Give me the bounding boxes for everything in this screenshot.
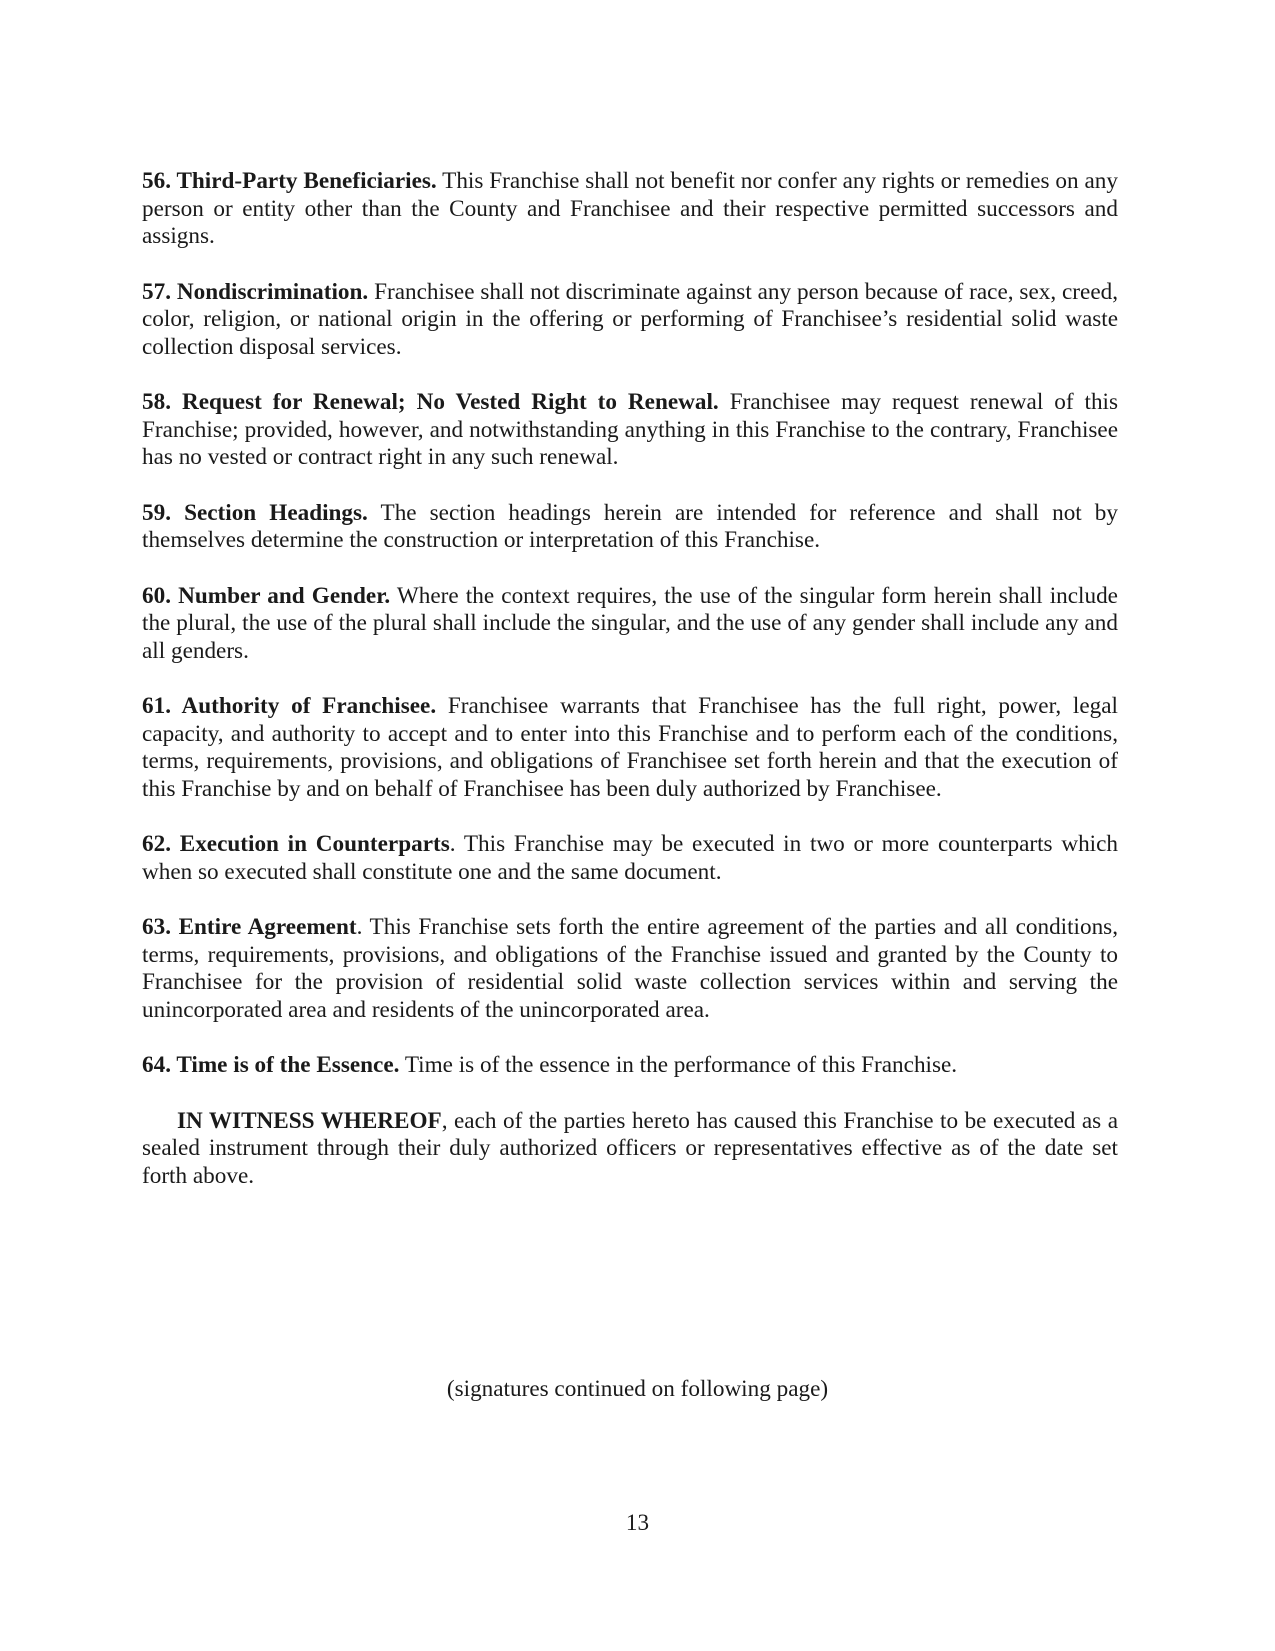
section-heading: 60. Number and Gender.	[142, 582, 391, 609]
section-body: . This Franchise may be executed in two or more counterparts which when so executed shall constitute one and the same document.	[142, 831, 1118, 885]
document-page	[142, 168, 1118, 1190]
page-number: 13	[625, 1510, 650, 1536]
section-body: Time is of the essence in the performance of this Franchise.	[404, 1052, 958, 1078]
witness-body: , each of the parties hereto has caused this Franchise to be executed as a sealed instrument through their duly authorized officers or representatives effective as of the date set forth above.	[142, 1107, 1118, 1189]
section-heading: 56. Third-Party Beneficiaries.	[142, 168, 437, 194]
section-62	[142, 831, 1118, 886]
section-60	[142, 583, 1118, 666]
section-body: . This Franchise sets forth the entire agreement of the parties and all conditions, terms, requirements, provisions, and obligations of the Franchise issued and granted by the County to Franchisee for the provision of residential solid waste collection services within and serving the unincorporated area and residents of the unincorporated area.	[142, 914, 1118, 1023]
section-body: Franchisee shall not discriminate against any person because of race, sex, creed, color, religion, or national origin in the offering or performing of Franchisee’s residential solid waste collection disposal services.	[142, 278, 1118, 360]
witness-clause	[142, 1108, 1118, 1191]
section-body: The section headings herein are intended for reference and shall not by themselves determine the construction or interpretation of this Franchise.	[142, 499, 1118, 553]
section-heading: 57. Nondiscrimination.	[142, 278, 369, 305]
section-heading: 63. Entire Agreement	[142, 914, 357, 940]
section-56	[142, 168, 1118, 251]
section-61	[142, 693, 1118, 803]
section-64	[142, 1052, 1118, 1080]
section-58	[142, 389, 1118, 472]
section-59	[142, 500, 1118, 555]
section-heading: 64. Time is of the Essence.	[142, 1052, 400, 1078]
section-heading: 61. Authority of Franchisee.	[142, 693, 437, 719]
section-body: Where the context requires, the use of the singular form herein shall include the plural, the use of the plural shall include the singular, and the use of any gender shall include any and all genders.	[142, 582, 1118, 664]
section-body: Franchisee warrants that Franchisee has the full right, power, legal capacity, and authority to accept and to enter into this Franchise and to perform each of the conditions, terms, requirements, provisions, and obligations of Franchisee set forth herein and that the execution of this Franchise by and on behalf of Franchisee has been duly authorized by Franchisee.	[142, 693, 1118, 802]
section-body: Franchisee may request renewal of this Franchise; provided, however, and notwithstanding anything in this Franchise to the contrary, Franchisee has no vested or contract right in any such renewal.	[142, 389, 1119, 470]
section-heading: 58. Request for Renewal; No Vested Right to Renewal.	[142, 389, 719, 415]
section-heading: 62. Execution in Counterparts	[142, 831, 450, 857]
witness-heading: IN WITNESS WHEREOF	[177, 1107, 442, 1134]
section-63	[142, 914, 1118, 1024]
section-heading: 59. Section Headings.	[142, 499, 368, 526]
section-body: This Franchise shall not benefit nor confer any rights or remedies on any person or entity other than the County and Franchisee and their respective permitted successors and assigns.	[142, 168, 1118, 249]
section-57	[142, 279, 1118, 362]
signatures-continued-note: (signatures continued on following page)	[446, 1376, 829, 1402]
